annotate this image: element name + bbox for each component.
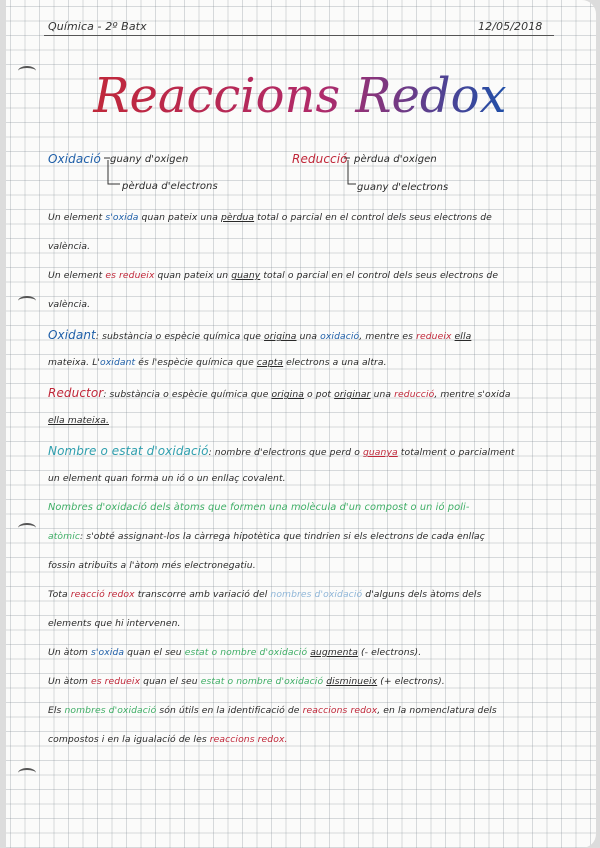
paragraph-line: elements que hi intervenen.: [48, 618, 181, 629]
oxidacio-term: Oxidació: [48, 152, 101, 166]
paragraph-line: Nombre o estat d'oxidació: nombre d'electrons que perd o guanya totalment o parcialment: [48, 444, 515, 458]
oxidacio-bracket: [100, 152, 124, 192]
header-subject: Química - 2º Batx: [48, 20, 147, 33]
paragraph-line: Un element s'oxida quan pateix una pèrdua total o parcial en el control dels seus electrons de: [48, 212, 492, 223]
header-date: 12/05/2018: [478, 20, 543, 33]
oxidacio-line1: guany d'oxigen: [110, 154, 189, 165]
paragraph-line: ella mateixa.: [48, 415, 109, 426]
binder-hole: [18, 523, 36, 533]
paragraph-line: Oxidant: substància o espècie química que origina una oxidació, mentre es redueix ella: [48, 328, 472, 342]
paragraph-line: atòmic: s'obté assignant-los la càrrega hipotètica que tindrien si els electrons de cada enllaç: [48, 531, 485, 542]
reduccio-line1: pèrdua d'oxigen: [354, 154, 437, 165]
paragraph-line: Un element es redueix quan pateix un guany total o parcial en el control dels seus electrons de: [48, 270, 499, 281]
paragraph-line: Els nombres d'oxidació són útils en la identificació de reaccions redox, en la nomenclatura dels: [48, 705, 497, 716]
paragraph-line: fossin atribuïts a l'àtom més electronegatiu.: [48, 560, 256, 571]
reduccio-bracket: [340, 152, 364, 192]
title-text: Reaccions Redox: [93, 68, 507, 124]
paragraph-line: un element quan forma un ió o un enllaç covalent.: [48, 473, 286, 484]
binder-hole: [18, 768, 36, 778]
reduccio-term: Reducció: [292, 152, 348, 166]
paragraph-line: Un àtom es redueix quan el seu estat o nombre d'oxidació disminueix (+ electrons).: [48, 676, 445, 687]
paragraph-line: mateixa. L'oxidant és l'espècie química que capta electrons a una altra.: [48, 357, 387, 368]
paragraph-line: Un àtom s'oxida quan el seu estat o nombre d'oxidació augmenta (- electrons).: [48, 647, 422, 658]
reduccio-line2: guany d'electrons: [357, 182, 449, 193]
paragraph-line: Nombres d'oxidació dels àtoms que formen una molècula d'un compost o un ió poli-: [48, 502, 470, 513]
page-title: [60, 60, 540, 130]
paragraph-line: Reductor: substància o espècie química que origina o pot originar una reducció, mentre s'oxida: [48, 386, 511, 400]
paragraph-line: valència.: [48, 241, 91, 252]
paragraph-line: Tota reacció redox transcorre amb variació del nombres d'oxidació d'alguns dels àtoms dels: [48, 589, 482, 600]
binder-hole: [18, 296, 36, 306]
binder-hole: [18, 66, 36, 76]
paragraph-line: valència.: [48, 299, 91, 310]
oxidacio-line2: pèrdua d'electrons: [122, 181, 218, 192]
header-rule: [44, 35, 554, 36]
paragraph-line: compostos i en la igualació de les reaccions redox.: [48, 734, 288, 745]
